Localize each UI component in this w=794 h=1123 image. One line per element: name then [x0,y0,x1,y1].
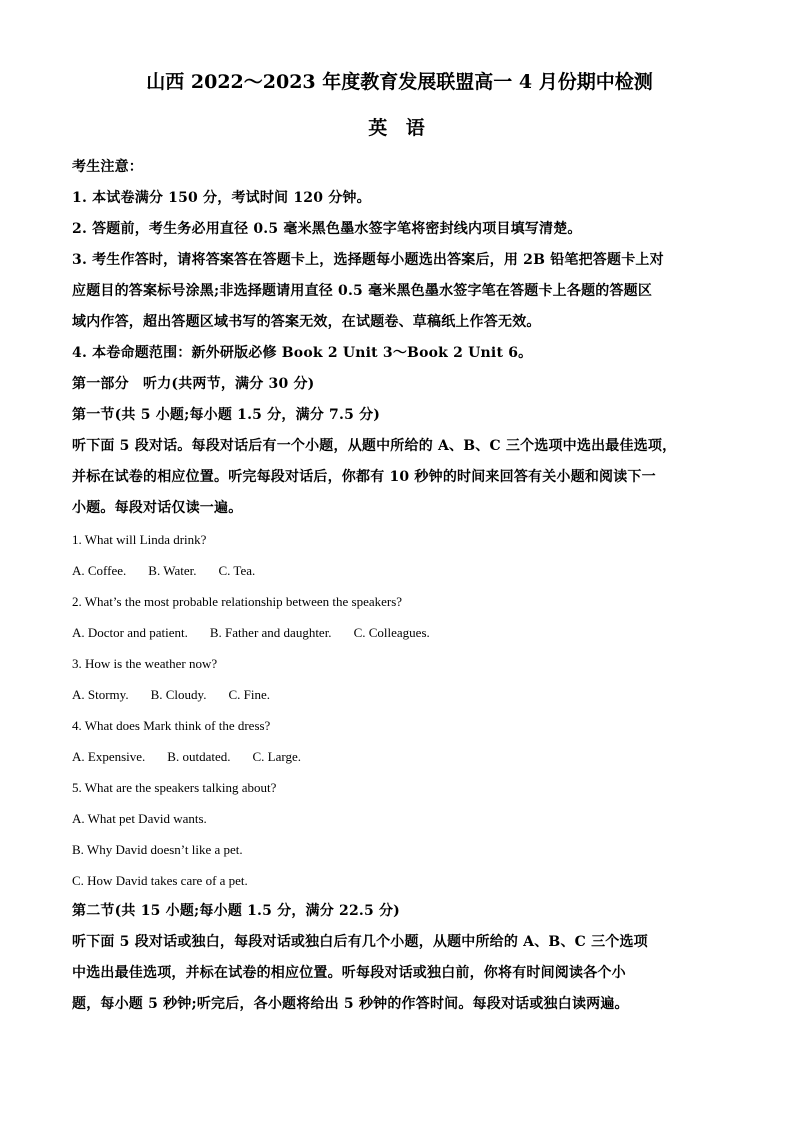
notice-item: 3. 考生作答时，请将答案答在答题卡上，选择题每小题选出答案后，用 2B 铅笔把答题卡上对 [72,252,664,268]
part1-heading: 第一部分 听力(共两节，满分 30 分) [72,376,315,392]
exam-page [72,68,727,1020]
question-options [72,741,727,772]
notice-item: 4. 本卷命题范围：新外研版必修 Book 2 Unit 3～Book 2 Unit 6。 [72,345,533,361]
question-options [72,555,727,586]
section1-instruction: 并标在试卷的相应位置。听完每段对话后，你都有 10 秒钟的时间来回答有关小题和阅读下一 [72,469,656,485]
question-stem: 5. What are the speakers talking about? [72,780,277,795]
option: A. What pet David wants. [72,811,207,826]
section2-instruction: 题，每小题 5 秒钟;听完后，各小题将给出 5 秒钟的作答时间。每段对话或独白读两遍。 [72,996,629,1012]
notice-item: 域内作答，超出答题区域书写的答案无效，在试题卷、草稿纸上作答无效。 [72,314,541,330]
option: B. Father and daughter. [209,625,332,640]
option: C. Large. [252,749,301,764]
subject-title: 英 语 [368,117,431,139]
option: C. Fine. [228,687,270,702]
notice-heading: 考生注意： [72,159,143,175]
question-stem: 2. What’s the most probable relationship between the speakers? [72,594,403,609]
notice-item: 1. 本试卷满分 150 分，考试时间 120 分钟。 [72,190,371,206]
option: A. Coffee. [72,563,127,578]
section2-instruction: 中选出最佳选项，并标在试卷的相应位置。听每段对话或独白前，你将有时间阅读各个小 [72,965,626,981]
notice-block [72,152,727,369]
option: B. Water. [148,563,197,578]
option: A. Stormy. [72,687,129,702]
option: C. How David takes care of a pet. [72,873,248,888]
question-list [72,524,727,896]
section1-instruction: 听下面 5 段对话。每段对话后有一个小题，从题中所给的 A、B、C 三个选项中选出最佳选项， [72,438,677,454]
option: A. Expensive. [72,749,146,764]
option: B. Why David doesn’t like a pet. [72,842,243,857]
section2-heading: 第二节(共 15 小题;每小题 1.5 分，满分 22.5 分) [72,903,400,919]
section2-instruction: 听下面 5 段对话或独白，每段对话或独白后有几个小题，从题中所给的 A、B、C 三个选项 [72,934,648,950]
exam-title: 山西 2022～2023 年度教育发展联盟高一 4 月份期中检测 [146,71,653,93]
section1-heading: 第一节(共 5 小题;每小题 1.5 分，满分 7.5 分) [72,407,381,423]
notice-item: 应题目的答案标号涂黑;非选择题请用直径 0.5 毫米黑色墨水签字笔在答题卡上各题的答题区 [72,283,653,299]
option: C. Tea. [218,563,256,578]
question-stem: 3. How is the weather now? [72,656,218,671]
question-options [72,617,727,648]
option: B. Cloudy. [150,687,207,702]
option: A. Doctor and patient. [72,625,188,640]
option: B. outdated. [167,749,231,764]
question-stem: 4. What does Mark think of the dress? [72,718,271,733]
question-stem: 1. What will Linda drink? [72,532,207,547]
option: C. Colleagues. [353,625,430,640]
question-options [72,679,727,710]
section1-instruction: 小题。每段对话仅读一遍。 [72,500,243,516]
notice-item: 2. 答题前，考生务必用直径 0.5 毫米黑色墨水签字笔将密封线内项目填写清楚。 [72,221,582,237]
